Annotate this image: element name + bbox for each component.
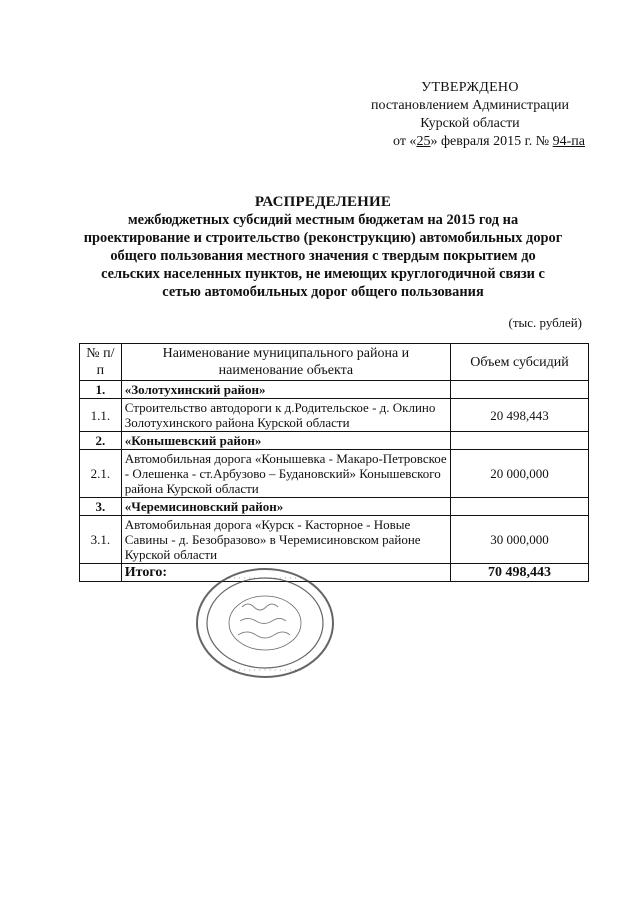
decree-number: 94-па — [552, 134, 585, 149]
item-num: 3.1. — [80, 516, 122, 564]
district-sum — [450, 432, 588, 450]
district-name: «Конышевский район» — [121, 432, 450, 450]
header-sum: Объем субсидий — [450, 344, 588, 381]
table-header-row — [80, 344, 589, 381]
district-sum — [450, 498, 588, 516]
document-title — [58, 193, 588, 301]
district-name: «Золотухинский район» — [121, 381, 450, 399]
item-name: Строительство автодороги к д.Родительское - д. Оклино Золотухинского района Курской области — [121, 399, 450, 432]
official-seal — [190, 563, 340, 683]
svg-text:· · · · · · · · · · · · · · ·: · · · · · · · · · · · · · · · — [228, 574, 302, 583]
title-line-4: сельских населенных пунктов, не имеющих круглогодичной связи с — [101, 266, 545, 282]
item-sum: 30 000,000 — [450, 516, 588, 564]
table-row — [80, 516, 589, 564]
item-name: Автомобильная дорога «Конышевка - Макаро-Петровское - Олешенка - ст.Арбузово – Будановский» Конышевского района Курской области — [121, 450, 450, 498]
date-mid: » февраля 2015 г. № — [430, 134, 550, 149]
title-main: РАСПРЕДЕЛЕНИЕ — [254, 194, 392, 210]
district-num: 1. — [80, 381, 122, 399]
item-num: 2.1. — [80, 450, 122, 498]
title-line-3: общего пользования местного значения с твердым покрытием до — [110, 248, 536, 264]
subsidy-table — [79, 343, 589, 582]
title-line-5: сетью автомобильных дорог общего пользования — [162, 284, 484, 300]
district-sum — [450, 381, 588, 399]
title-line-2: проектирование и строительство (реконструкцию) автомобильных дорог — [83, 230, 563, 246]
approval-block — [335, 79, 605, 151]
title-line-1: межбюджетных субсидий местным бюджетам на 2015 год на — [127, 212, 519, 228]
approval-line-2: Курской области — [420, 116, 520, 131]
approved-heading: УТВЕРЖДЕНО — [421, 80, 519, 95]
district-num: 2. — [80, 432, 122, 450]
district-row — [80, 498, 589, 516]
item-sum: 20 000,000 — [450, 450, 588, 498]
item-name: Автомобильная дорога «Курск - Касторное - Новые Савины - д. Безобразово» в Черемисиновском районе Курской области — [121, 516, 450, 564]
item-sum: 20 498,443 — [450, 399, 588, 432]
date-prefix: от « — [393, 134, 417, 149]
units-label: (тыс. рублей) — [508, 315, 582, 330]
header-name: Наименование муниципального района и наименование объекта — [121, 344, 450, 381]
approval-date-line — [335, 133, 585, 151]
total-sum: 70 498,443 — [450, 564, 588, 582]
item-num: 1.1. — [80, 399, 122, 432]
date-day: 25 — [416, 134, 431, 149]
district-num: 3. — [80, 498, 122, 516]
total-num — [80, 564, 122, 582]
svg-text:· · · · · · · · · · · · · · ·: · · · · · · · · · · · · · · · — [228, 666, 302, 675]
district-row — [80, 432, 589, 450]
table-row — [80, 399, 589, 432]
table-row — [80, 450, 589, 498]
header-num: № п/п — [80, 344, 122, 381]
district-row — [80, 381, 589, 399]
total-label: Итого: — [121, 564, 450, 582]
district-name: «Черемисиновский район» — [121, 498, 450, 516]
approval-line-1: постановлением Администрации — [371, 98, 569, 113]
